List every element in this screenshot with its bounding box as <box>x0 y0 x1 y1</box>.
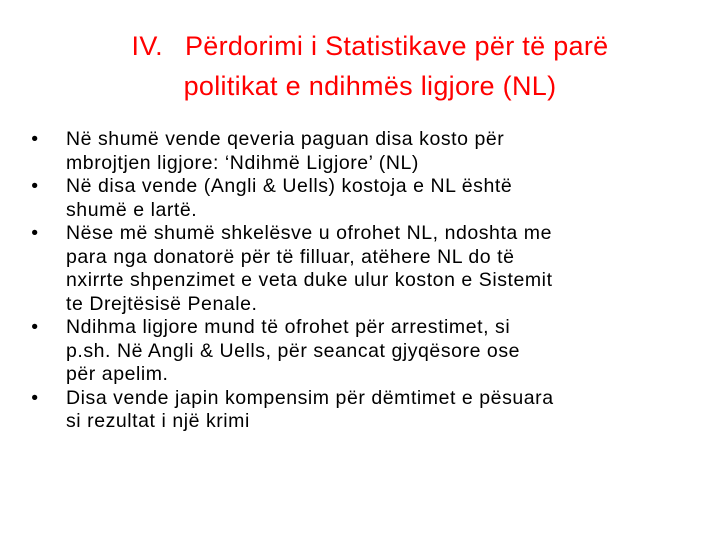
bullet-list <box>28 128 698 434</box>
bullet-text-line: si rezultat i një krimi <box>66 410 250 432</box>
bullet-item <box>28 387 698 434</box>
bullet-dot: • <box>31 128 39 150</box>
bullet-dot: • <box>31 222 39 244</box>
bullet-text-line: Ndihma ligjore mund të ofrohet për arrestimet, si <box>66 316 511 338</box>
bullet-item <box>28 222 698 316</box>
bullet-text-line: shumë e lartë. <box>66 198 198 221</box>
bullet-item <box>28 128 698 175</box>
bullet-text-line: Në shumë vende qeveria paguan disa kosto për <box>66 128 505 150</box>
bullet-dot: • <box>31 175 39 197</box>
section-number: IV. <box>131 31 163 61</box>
title-text-line-2: politikat e ndihmës ligjore (NL) <box>183 71 557 101</box>
slide-title <box>40 26 700 106</box>
bullet-dot: • <box>31 316 39 338</box>
bullet-text-line: për apelim. <box>66 363 169 385</box>
bullet-item <box>28 175 698 222</box>
bullet-text-line: mbrojtjen ligjore: ‘Ndihmë Ligjore’ (NL) <box>66 151 419 174</box>
bullet-text-line: Në disa vende (Angli & Uells) kostoja e NL është <box>66 175 513 197</box>
title-line-1 <box>40 26 700 66</box>
bullet-dot: • <box>31 386 39 409</box>
bullet-text-line: te Drejtësisë Penale. <box>66 292 258 315</box>
bullet-text-line: nxirrte shpenzimet e veta duke ulur koston e Sistemit <box>66 269 553 291</box>
bullet-text-line: Nëse më shumë shkelësve u ofrohet NL, ndoshta me <box>66 222 552 244</box>
bullet-text-line: para nga donatorë për të filluar, atëhere NL do të <box>66 245 515 268</box>
bullet-text-line: p.sh. Në Angli & Uells, për seancat gjyqësore ose <box>66 339 521 362</box>
bullet-text-line: Disa vende japin kompensim për dëmtimet e pësuara <box>66 386 554 409</box>
bullet-item <box>28 316 698 387</box>
title-text-line-1: Përdorimi i Statistikave për të parë <box>184 31 609 61</box>
